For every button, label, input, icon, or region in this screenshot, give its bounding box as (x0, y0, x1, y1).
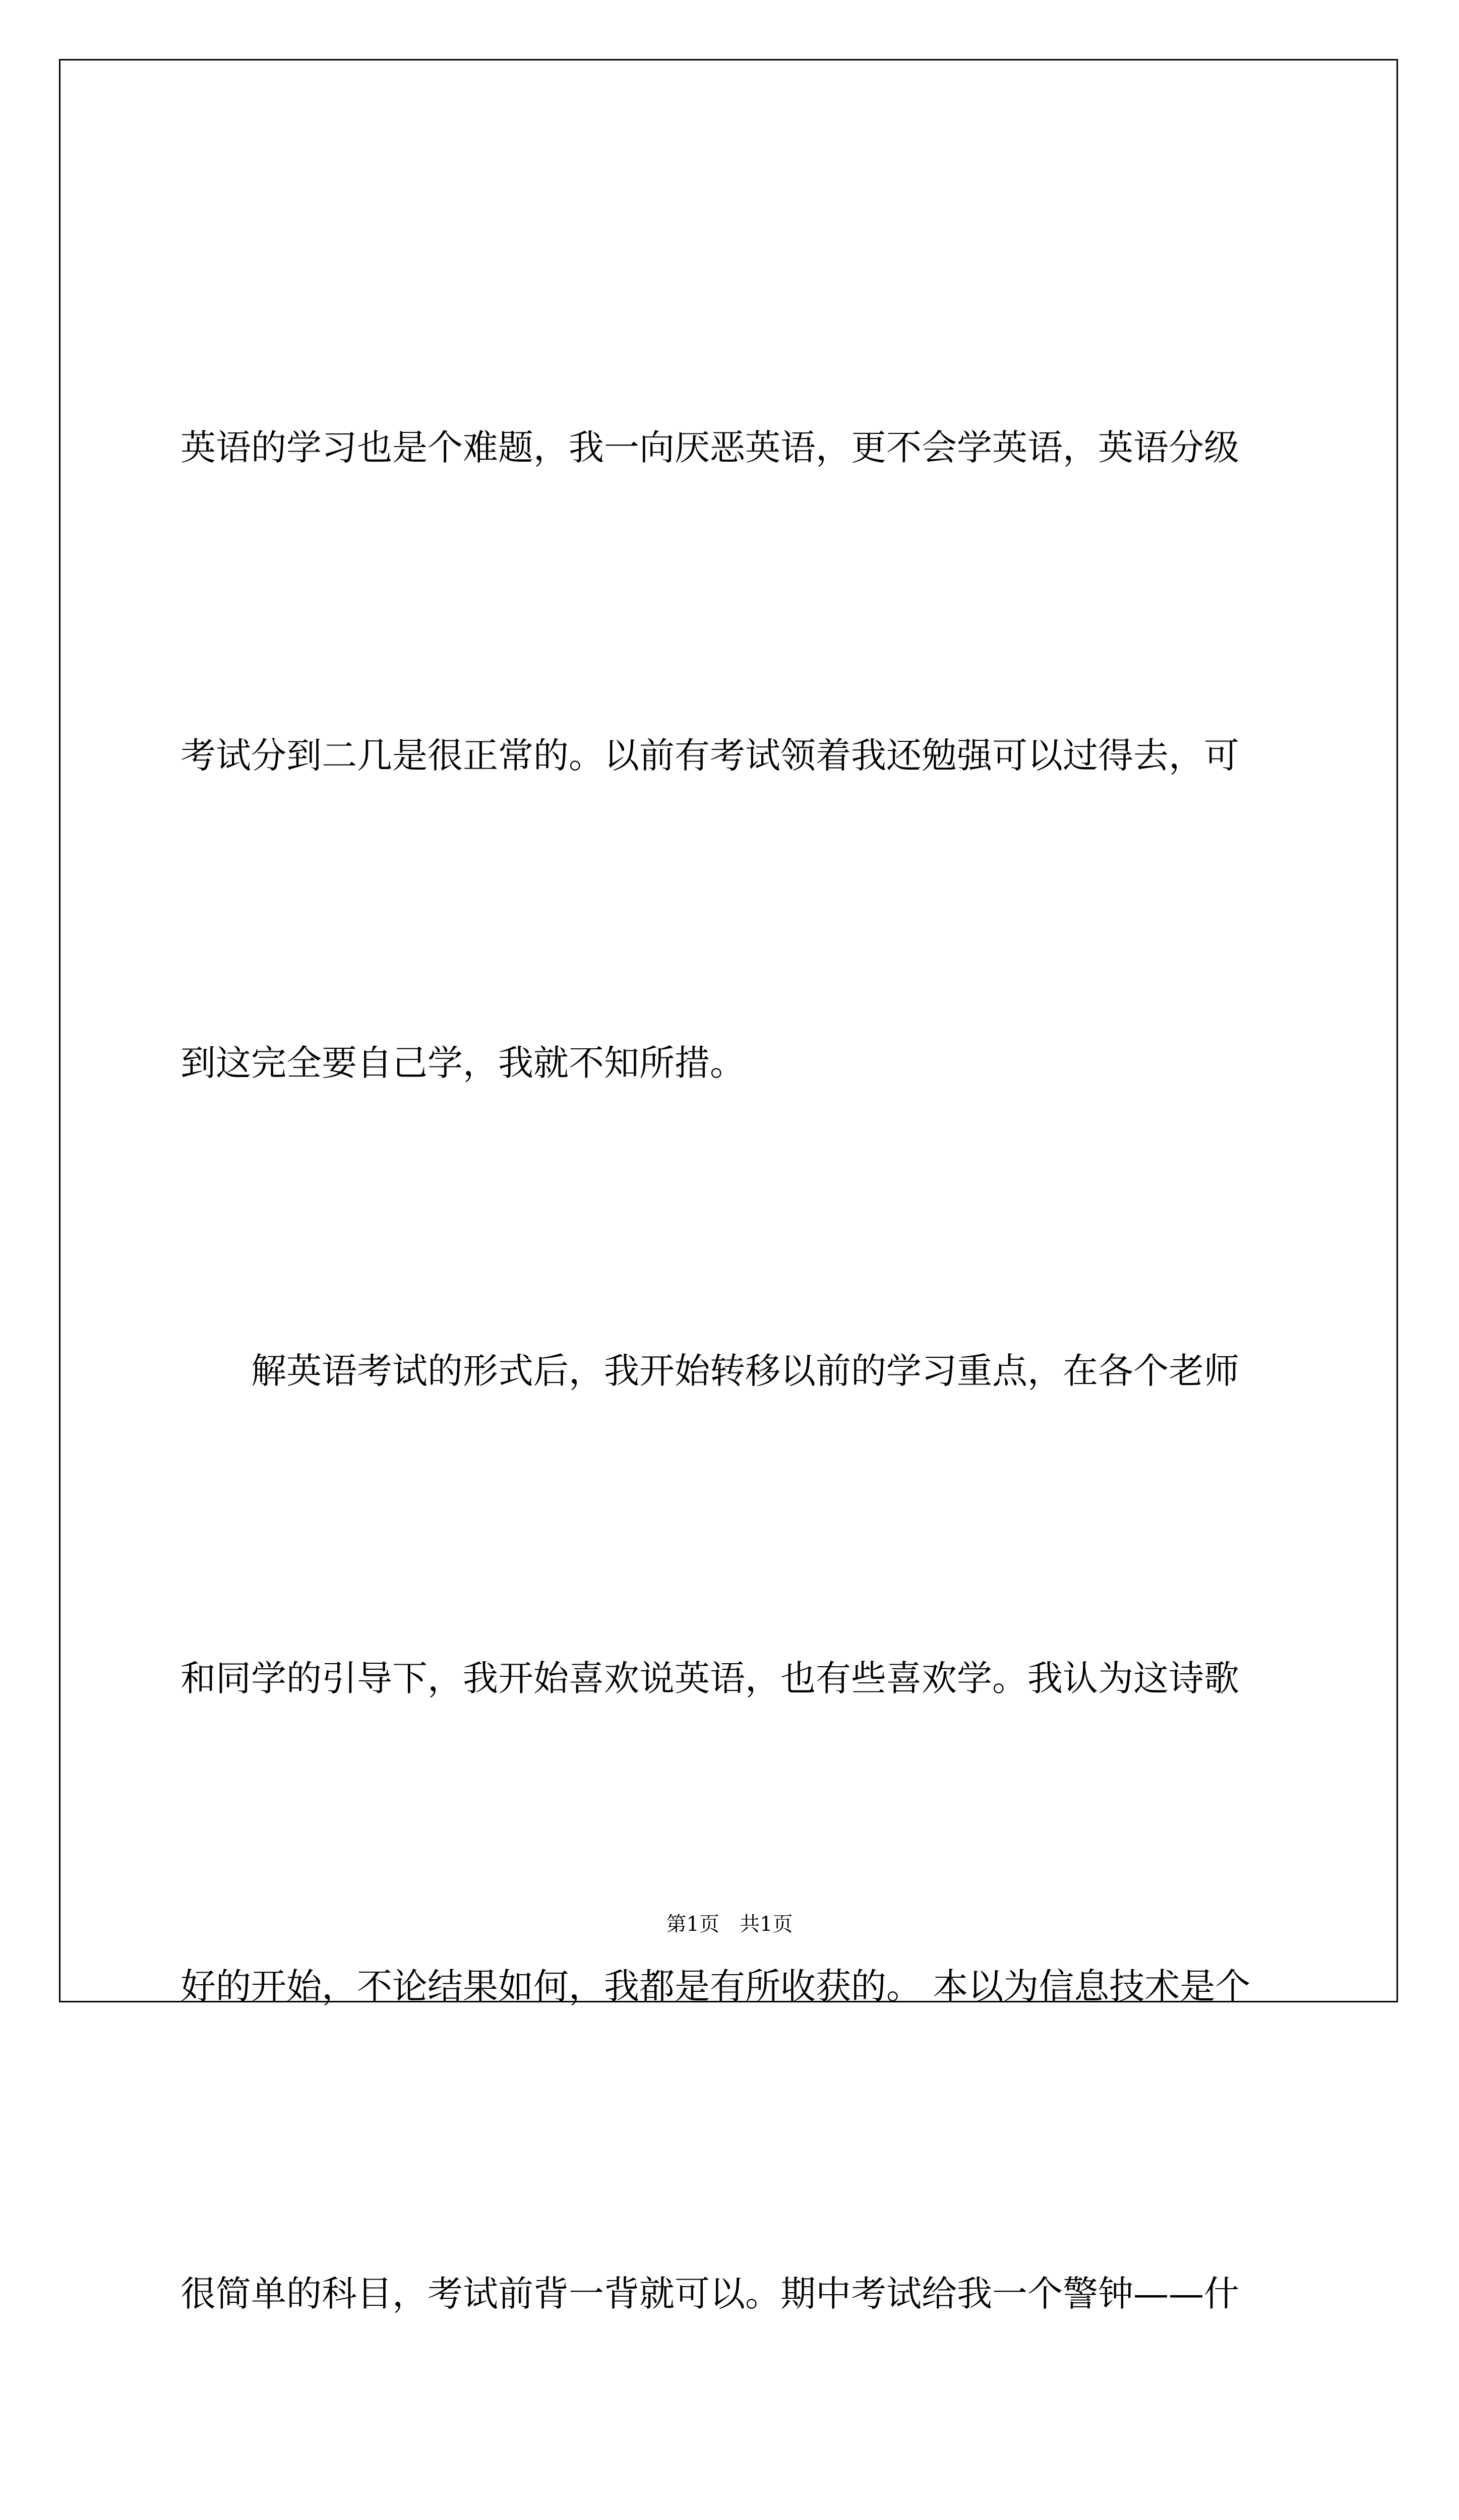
text-line-1: 英语的学习也是个难题，我一向厌恶英语，更不会学英语，英语分级 (180, 427, 1239, 468)
text-line-7: 很简单的科目，考试前背一背就可以。期中考试给我一个警钟——什 (180, 2273, 1239, 2314)
text-line-4: 解英语考试的形式后，我开始转移以前的学习重点，在各个老师 (180, 1350, 1239, 1392)
page-footer: 第1页 共1页 (666, 1913, 793, 1936)
text-line-2: 考试分到二几是很正常的。以前有考试领着我还勉强可以过得去，可 (180, 734, 1239, 776)
text-line-6: 好的开始，不论结果如何，我都是有所收获的。 本以为信息技术是个 (180, 1965, 1251, 2007)
text-line-5: 和同学的引导下，我开始喜欢说英语，也有些喜欢学。我认为这诗歌 (180, 1658, 1239, 1699)
text-line-3: 到这完全要自己学，我就不知所措。 (180, 1042, 745, 1084)
document-body (180, 192, 1290, 2520)
